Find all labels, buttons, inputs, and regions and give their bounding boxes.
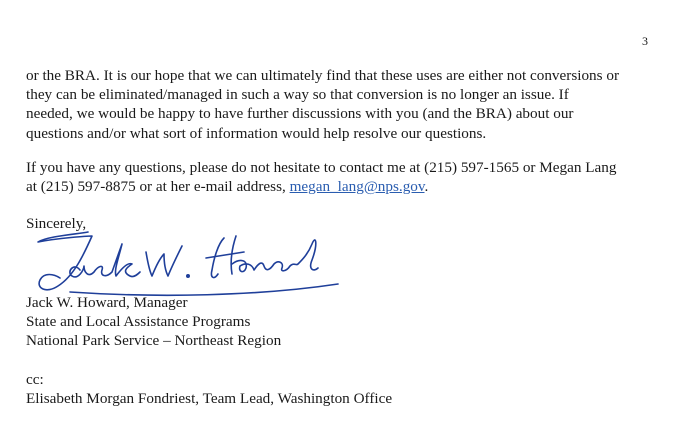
text-fragment: . [424, 178, 429, 196]
handwritten-signature [18, 214, 358, 304]
cc-label: cc: [26, 371, 44, 388]
text-line: If you have any questions, please do not hesitate to contact me at (215) 597-1565 or Megan Lang [26, 159, 617, 176]
signer-program: State and Local Assistance Programs [26, 313, 251, 330]
text-line: questions and/or what sort of information would help resolve our questions. [26, 124, 487, 142]
text-line: or the BRA. It is our hope that we can ultimately find that these uses are either not conversions or [26, 67, 620, 84]
text-fragment: at (215) 597-8875 or at her e-mail address, [26, 178, 290, 196]
text-line: they can be eliminated/managed in such a way so that conversion is no longer an issue. If [26, 86, 569, 104]
email-link[interactable]: megan_lang@nps.gov [289, 178, 425, 196]
signer-agency: National Park Service – Northeast Region [26, 332, 282, 349]
cc-recipient: Elisabeth Morgan Fondriest, Team Lead, Washington Office [26, 390, 393, 407]
body-paragraph-1 [26, 66, 619, 143]
page-number: 3 [642, 34, 648, 48]
body-paragraph-2 [26, 158, 616, 196]
text-line: needed, we would be happy to have further discussions with you (and the BRA) about our [26, 105, 574, 123]
cc-block [26, 370, 392, 408]
signature-block [26, 293, 281, 350]
closing-salutation: Sincerely, [26, 215, 87, 232]
text-line-with-email [26, 177, 616, 196]
signer-name: Jack W. Howard, Manager [26, 294, 188, 311]
